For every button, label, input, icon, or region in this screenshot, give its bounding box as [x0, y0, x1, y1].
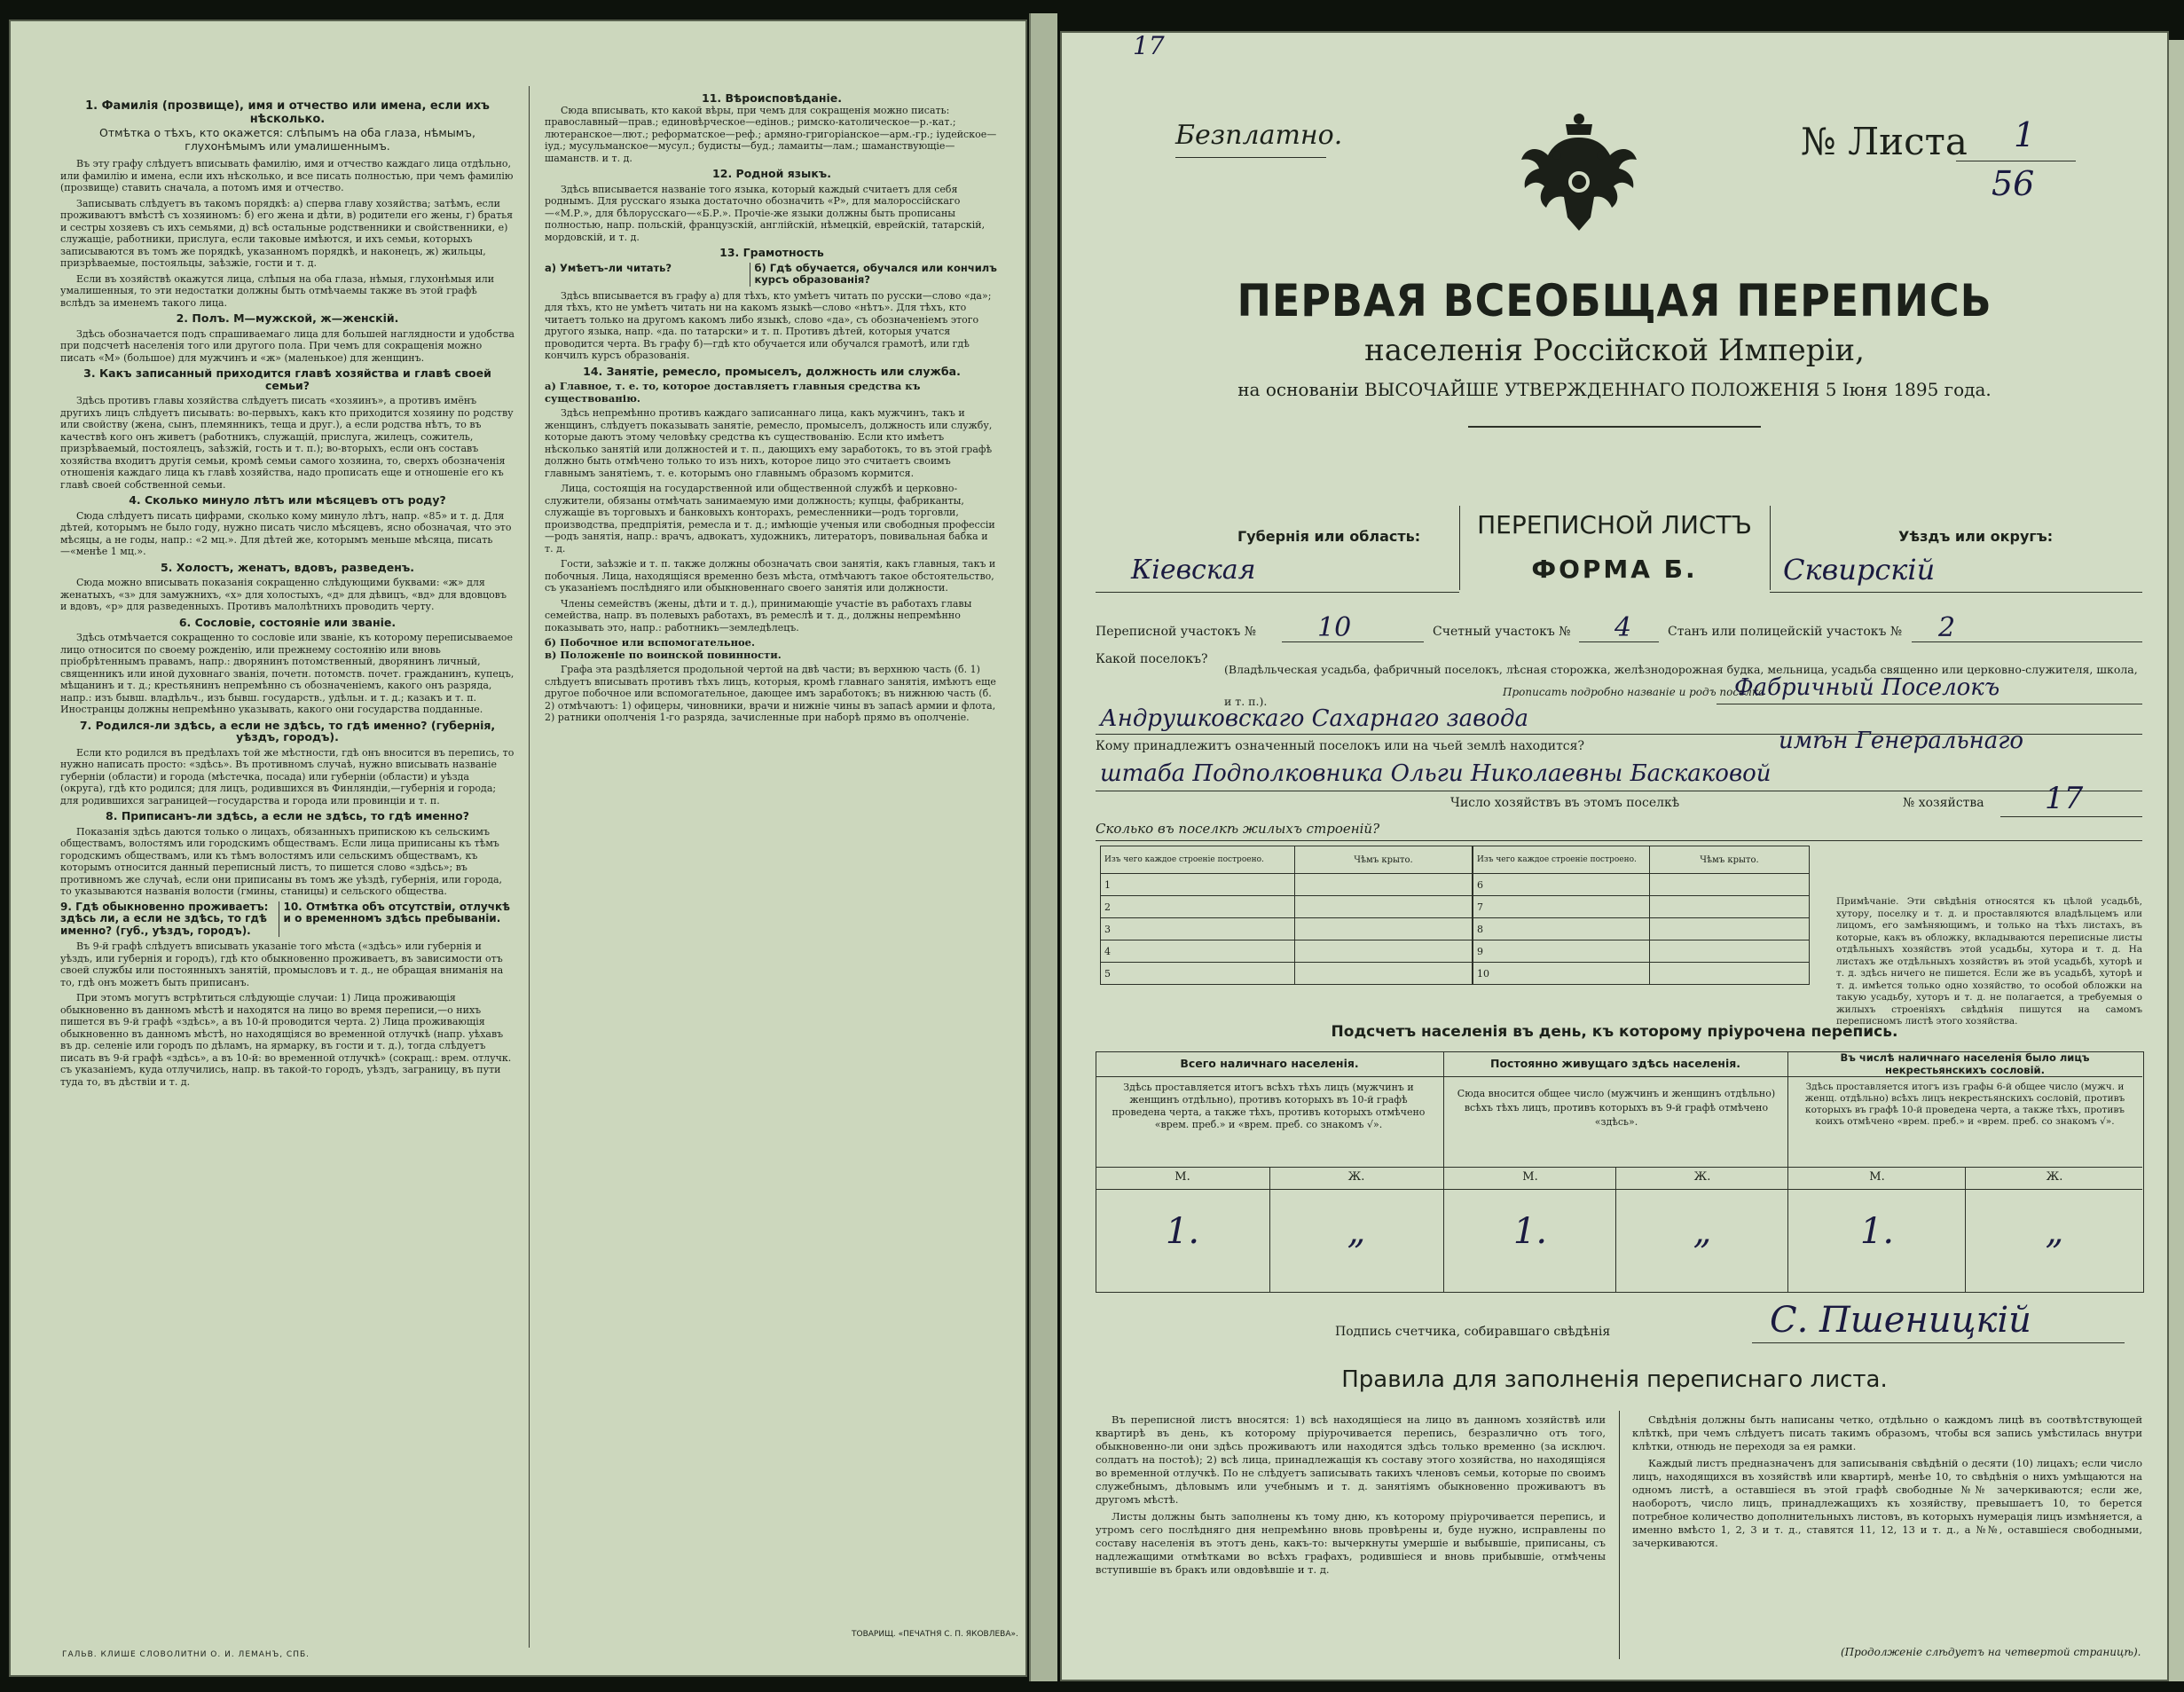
count-text-1: Здѣсь проставляется итогъ всѣхъ тѣхъ лицъ (мужчинъ и женщинъ отдѣльно), противъ которыхъ въ 10-й графѣ проведена черта, а также тѣхъ, противъ которыхъ отмѣчено «врем. преб.» и «врем. преб. со знакомъ √».: [1112, 1082, 1426, 1130]
underline: [1579, 641, 1659, 642]
household-number-value: 17: [2045, 781, 2084, 816]
section-heading: 3. Какъ записанный приходится главѣ хозяйства и главѣ своей семьи?: [83, 366, 491, 392]
male-header: М.: [1522, 1170, 1538, 1184]
paragraph: Если въ хозяйствѣ окажутся лица, слѣпыя на оба глаза, нѣмыя, глухонѣмыя или умалишенныя, то эти недостатки должны быть отмѣчаемы также въ этой графѣ вслѣдъ за именемъ такого лица.: [60, 272, 495, 309]
uchastok-value: 10: [1317, 612, 1352, 643]
list-title: ПЕРЕПИСНОЙ ЛИСТЪ: [1477, 510, 1752, 539]
underline: [1752, 1342, 2125, 1343]
count-text-3: Здѣсь проставляется итогъ изъ графы 6-й общее число (мужч. и женщ. отдѣльно) всѣхъ лицъ некрестьянскихъ сословій, противъ которыхъ въ графѣ 10-й проведена черта, а также тѣхъ, противъ коихъ отмѣчено «врем. преб.» и «врем. преб. со знакомъ √».: [1804, 1082, 2125, 1127]
paragraph: Въ 9-й графѣ слѣдуетъ вписывать указаніе того мѣста («здѣсь» или губернія и уѣздъ, или губернія и городъ), гдѣ кто обыкновенно проживаетъ, въ зависимости отъ своей службы или постоянныхъ занятій, промысловъ и т. д., не обращая вниманія на то, гдѣ онъ можетъ быть приписанъ.: [60, 940, 504, 988]
paragraph: При этомъ могутъ встрѣтиться слѣдующіе случаи: 1) Лица проживающія обыкновенно въ данномъ мѣстѣ и находятся на лицо во время переписи,—о нихъ пишется въ 9-й графѣ «здѣсь», а въ 10-й проводится черта. 2) Лица проживающія обыкновенно въ данномъ мѣстѣ, но находящіяся во временной отлучкѣ (напр. уѣхавъ въ др. селеніе или городъ по дѣламъ, на ярмарку, въ гости и т. д.), тогда слѣдуетъ писать въ 9-й графѣ «здѣсь», а въ 10-й: во временной отлучкѣ» (сокращ.: врем. отлучк. съ указаніемъ, куда отлучились, напр. въ такой-то городъ, уѣздъ, заграницу, въ пути туда то, въ дѣствіи и т. д.: [60, 992, 512, 1088]
section-heading: 8. Приписанъ-ли здѣсь, а если не здѣсь, то гдѣ именно?: [106, 809, 469, 822]
underline: [1282, 641, 1424, 642]
paragraph: Сюда можно вписывать показанія сокращенно слѣдующими буквами: «ж» для женатыхъ, «з» для замужнихъ, «х» для холостыхъ, «д» для дѣвицъ, «вд» для вдовцовъ и вдовъ, «р» для разведенныхъ. Противъ малолѣтнихъ проводить черту.: [60, 577, 507, 612]
paragraph: Листы должны быть заполнены къ тому дню, къ которому пріурочивается перепись, и утромъ сего послѣдняго дня непремѣнно вновь провѣрены и, буде нужно, исправлены по составу населенія въ этотъ день, какъ-то: вычеркнуты умершіе и выбывшіе, приписаны, съ надлежащими отмѣтками во всѣхъ графахъ, родившіеся и вновь прибывшіе, отмѣчены вступившіе въ бракъ или овдовѣвшіе и т. д.: [1096, 1510, 1606, 1576]
count-header-3: Въ числѣ наличнаго населенія было лицъ некрестьянскихъ сословій.: [1840, 1051, 2090, 1076]
paragraph: Здѣсь вписывается въ графу а) для тѣхъ, кто умѣетъ читать по русски—слово «да»; для тѣхъ, кто не умѣетъ читать ни на какомъ языкѣ—слово «нѣтъ». Для тѣхъ, кто читаетъ только на другомъ какомъ либо языкѣ, слово «да», съ обозначеніемъ этого другого языка, напр. «да. по татарски» и т. п. Противъ дѣтей, которыя учатся проводится черта. Въ графу б)—гдѣ кто обучается или обучался грамотѣ, или гдѣ кончилъ курсъ образованія.: [545, 289, 992, 361]
underline: [2000, 816, 2142, 817]
count-value-present-male: 1.: [1165, 1211, 1200, 1252]
section-subheading: б) Побочное или вспомогательное.: [545, 636, 755, 649]
owner-value-1: имѣн Генеральнаго: [1779, 728, 2024, 754]
column-header: Чѣмъ крыто.: [1650, 846, 1810, 874]
rules-column-1: [1096, 1413, 1606, 1580]
corner-mark: 17: [1133, 31, 1165, 60]
household-number-label: № хозяйства: [1903, 796, 1984, 810]
uezd-label: Уѣздъ или округъ:: [1898, 528, 2054, 545]
paragraph: Здѣсь непремѣнно противъ каждаго записаннаго лица, какъ мужчинъ, такъ и женщинъ, слѣдуетъ показывать занятіе, ремесло, промыселъ, должность или службу, которые даютъ этому человѣку средства къ существованію. Если кто имѣетъ нѣсколько занятій или должностей и т. п., дающихъ ему заработокъ, то въ этой графѣ должно быть отмѣчено только то изъ нихъ, которое лицо это считаетъ своимъ главнымъ занятіемъ, т. е. которымъ оно главнымъ образомъ кормится.: [545, 407, 993, 479]
count-value-resident-male: 1.: [1512, 1211, 1548, 1252]
paragraph: Если кто родился въ предѣлахъ той же мѣстности, гдѣ онъ вносится въ перепись, то нужно написать просто: «здѣсь». Въ противномъ случаѣ, нужно вписывать названіе губерніи (области) и города (мѣстечка, посада) или губерніи (области) и уѣзда (округа), гдѣ кто родился; для лицъ, родившихся въ Финляндіи,—губернія и города; для родившихся заграницей—государства и города или провинціи и т. п.: [60, 746, 515, 807]
section-heading: 14. Занятіе, ремесло, промыселъ, должность или служба.: [583, 364, 961, 378]
list-form: ФОРМА Б.: [1531, 555, 1698, 584]
paragraph: Графа эта раздѣляется продольной чертой на двѣ части; въ верхнюю часть (б. 1) слѣдуетъ вписывать противъ тѣхъ лицъ, которыя, кромѣ главнаго занятія, имѣютъ еще другое побочное или вспомогательное, дающее имъ заработокъ; въ нижнюю часть (б. 2) отмѣчаютъ: 1) офицеры, чиновники, врачи и нижніе чины въ запасѣ армии и флота, 2) ратники ополченія 1-го разряда, зачисленные при наборѣ прямо въ ополченіе.: [545, 664, 996, 723]
divider: [1468, 426, 1761, 428]
section-heading: 5. Холостъ, женатъ, вдовъ, разведенъ.: [160, 560, 415, 574]
poselok-value-1: Фабричный Поселокъ: [1734, 674, 2000, 701]
section-heading: 6. Сословіе, состояніе или званіе.: [178, 615, 397, 629]
male-header: М.: [1869, 1170, 1885, 1184]
paragraph: Гости, заѣзжіе и т. п. также должны обозначать свои занятія, какъ главныя, такъ и побочныя. Лица, находящіяся временно безъ мѣста, отмѣчаютъ такое обстоятельство, съ указаніемъ послѣдняго или обыкновеннаго своего занятія или должности.: [545, 558, 996, 594]
paragraph: Сюда вписывать, кто какой вѣры, при чемъ для сокращенія можно писать: православный—прав.; единовѣрческое—едінов.; римско-католическое—р.-кат.; лютеранское—лют.; реформатское—реф.; армяно-григоріанское—арм.-гр.; іудейское—іуд.; мусульманское—мусул.; будисты—буд.; ламаиты—лам.; шаманствующіе—шаманств. и т. д.: [545, 104, 997, 164]
households-label: Число хозяйствъ въ этомъ поселкѣ: [1450, 796, 1680, 810]
sheet-number-alt: 56: [1992, 164, 2035, 203]
table-row: 5: [1101, 963, 1295, 985]
table-row: 9: [1473, 940, 1650, 963]
paragraph: Лица, состоящія на государственной или общественной службѣ и церковно-служители, обязаны отмѣчать занимаемую ими должность; купцы, фабриканты, служащіе въ торговыхъ и банковыхъ конторахъ, ремесленники—родъ торговли, производства, предпріятія, ремесла и т. д.; имѣющіе ученыя или свободныя профессіи—родъ занятія, напр.: врачъ, адвокатъ, художникъ, литераторъ, повивальная бабка и т. д.: [545, 483, 995, 555]
count-value-noble-male: 1.: [1859, 1211, 1895, 1252]
left-page: [9, 20, 1027, 1677]
count-header-1: Всего наличнаго населенія.: [1180, 1057, 1359, 1070]
section-heading: 4. Сколько минуло лѣтъ или мѣсяцевъ отъ роду?: [129, 493, 446, 507]
section-heading: 9. Гдѣ обыкновенно проживаетъ: здѣсь ли, а если не здѣсь, то гдѣ именно? (губ., уѣздъ, городъ).: [60, 900, 269, 937]
rules-title: Правила для заполненія переписнаго листа.: [1341, 1366, 1888, 1393]
poselok-hint-2: Прописать подробно названіе и родъ поселка: [1499, 687, 1768, 699]
female-header: Ж.: [1693, 1170, 1711, 1184]
table-row: 2: [1101, 896, 1295, 918]
count-header-2: Постоянно живущаго здѣсь населенія.: [1489, 1057, 1741, 1070]
uchastok-label: Переписной участокъ №: [1096, 625, 1256, 639]
left-column-2: [545, 92, 999, 728]
owner-label: Кому принадлежитъ означенный поселокъ или на чьей землѣ находится?: [1096, 739, 1584, 753]
poselok-hint: (Владѣльческая усадьба, фабричный поселокъ, лѣсная сторожка, желѣзнодорожная будка, мельница, усадьба священно или церковно-служителя, школа, и т. п.).: [1224, 663, 2138, 708]
paragraph: Здѣсь отмѣчается сокращенно то сословіе или званіе, къ которому переписываемое лицо относится по своему рожденію, или прежнему состоянію или вновь пріобрѣтеннымъ правамъ, напр.: дворянинъ потомственный, дворянинъ личный, священникъ или иной духовнаго званія, почетн. потомств. почет. гражданинъ, купецъ, мѣщанинъ и т. д.; крестьянинъ непремѣнно съ обозначеніемъ, какого онъ разряда, напр.: изъ бывш. владѣльч., изъ бывш. государств., удѣльн. и т. д.; казакъ и т. п. Иностранцы должны непремѣнно указывать, какого они государства подданные.: [60, 632, 515, 715]
paragraph: Здѣсь вписывается названіе того языка, который каждый считаетъ для себя роднымъ. Для русскаго языка достаточно обозначить «Р», для малороссійскаго—«М.Р.», для бѣлорусскаго—«Б.Р.». Прочіе-же языки должны быть прописаны полностью, напр. польскій, французскій, англійскій, нѣмецкій, еврейскій, татарскій, мордовскій, и т. д.: [545, 183, 986, 243]
owner-value-2: штаба Подполковника Ольги Николаевны Баскаковой: [1100, 760, 1772, 787]
paragraph: Каждый листъ предназначенъ для записыванія свѣдѣній о десяти (10) лицахъ; если число лицъ, находящихся въ хозяйствѣ или квартирѣ, менѣе 10, то свѣдѣнія о нихъ умѣщаются на одномъ листѣ, а оставшіеся въ этой графѣ свободные №№ зачеркиваются; если же, наоборотъ, число лицъ, принадлежащихъ къ хозяйству, превышаетъ 10, то берется потребное количество дополнительныхъ листовъ, въ которыхъ нумерація лицъ измѣняется, а именно вмѣсто 1, 2, 3 и т. д., ставятся 11, 12, 13 и т. д., а №№, оставшіеся свободными, зачеркиваются.: [1632, 1457, 2142, 1549]
column-header: Изъ чего каждое строеніе построено.: [1473, 846, 1650, 874]
buildings-table: [1100, 846, 1810, 985]
census-subtitle: населенія Россійской Имперіи,: [1364, 333, 1865, 368]
underline: [1096, 840, 2142, 841]
table-row: 8: [1473, 918, 1650, 940]
underline: [1912, 641, 2142, 642]
section-heading: 13. Грамотность: [719, 246, 824, 259]
schet-uchastok-label: Счетный участокъ №: [1433, 625, 1571, 639]
printer-imprint: ТОВАРИЩ. «ПЕЧАТНЯ С. П. ЯКОВЛЕВА».: [852, 1630, 1018, 1639]
column-divider: [529, 86, 530, 1648]
column-header: Чѣмъ крыто.: [1295, 846, 1473, 874]
gubernia-value: Кіевская: [1131, 555, 1256, 586]
left-column-1: [60, 99, 515, 1091]
male-header: М.: [1174, 1170, 1190, 1184]
buildings-note: Примѣчаніе. Эти свѣдѣнія относятся къ цѣлой усадьбѣ, хутору, поселку и т. д. и проставляются владѣльцемъ или лицомъ, его замѣняющимъ, и только на тѣхъ листахъ, въ которые, какъ въ обложку, вкладываются переписные листы отдѣльныхъ хозяйствъ этой усадьбы, хутора и т. д. На листахъ же отдѣльныхъ хозяйствъ въ этой усадьбѣ, хуторѣ и т. д. здѣсь ничего не пишется. Если же въ усадьбѣ, хуторѣ и т. д. имѣется только одно хозяйство, то особой обложки на такую усадьбу, хуторъ и т. д. не полагается, а требуемыя о жилыхъ строеніяхъ свѣдѣнія пишутся на самомъ переписномъ листѣ этого хозяйства.: [1836, 896, 2142, 1027]
paragraph: Здѣсь обозначается подъ спрашиваемаго лица для большей наглядности и удобства при подсчетѣ населенія того или другого пола. При чемъ для сокращенія можно писать «М» (большое) для мужчинъ и «ж» (маленькое) для женщинъ.: [60, 327, 515, 364]
paragraph: Свѣдѣнія должны быть написаны четко, отдѣльно о каждомъ лицѣ въ соотвѣтствующей клѣткѣ, при чемъ слѣдуетъ писать такимъ образомъ, чтобы вся запись умѣстилась внутри клѣтки, отнюдь не переходя за ея рамки.: [1632, 1413, 2142, 1452]
census-title: ПЕРВАЯ ВСЕОБЩАЯ ПЕРЕПИСЬ: [1237, 275, 1992, 327]
underline: [1096, 592, 1459, 593]
section-heading: 2. Полъ. М—мужской, ж—женскій.: [176, 311, 399, 325]
buildings-table-right: [1473, 846, 1810, 985]
stan-value: 2: [1938, 612, 1956, 643]
paragraph: Въ эту графу слѣдуетъ вписывать фамилію, имя и отчество каждаго лица отдѣльно, или фамилію и имена, если ихъ нѣсколько, и все писать полностью, при чемъ фамилію (прозвище) ставить сначала, а потомъ имя и отчество.: [60, 158, 514, 193]
poselok-value-2: Андрушковскаго Сахарнаго завода: [1100, 705, 1528, 732]
free-label: Безплатно.: [1175, 120, 1343, 151]
section-subheading: б) Гдѣ обучается, обучался или кончилъ курсъ образованія?: [750, 263, 999, 287]
continued-note: (Продолженіе слѣдуетъ на четвертой страницѣ).: [1841, 1646, 2141, 1658]
sheet-number-value: 1: [2014, 115, 2036, 154]
double-headed-eagle-icon: [1512, 106, 1646, 240]
section-subheading: а) Главное, т. е. то, которое доставляетъ главныя средства къ существованію.: [545, 380, 921, 405]
table-row: 6: [1473, 874, 1650, 896]
section-heading: 7. Родился-ли здѣсь, а если не здѣсь, то гдѣ именно? (губернія, уѣздъ, городъ).: [79, 718, 496, 744]
signature-label: Подпись счетчика, собиравшаго свѣдѣнія: [1335, 1325, 1611, 1339]
female-header: Ж.: [1347, 1170, 1365, 1184]
count-value-resident-female: „: [1693, 1211, 1712, 1252]
buildings-label: Сколько въ поселкѣ жилыхъ строеній?: [1096, 821, 1380, 837]
uezd-value: Сквирскій: [1783, 553, 1936, 586]
sheet-number-label: № Листа: [1801, 120, 1968, 163]
paragraph: Члены семействъ (жены, дѣти и т. д.), принимающіе участіе въ работахъ главы семейства, напр. въ полевыхъ работахъ, въ ремеслѣ и т. д., должны непремѣнно показывать это, напр.: работникъ—земледѣлецъ.: [545, 597, 972, 634]
count-value-noble-female: „: [2045, 1211, 2064, 1252]
section-heading: 10. Отмѣтка объ отсутствіи, отлучкѣ и о временномъ здѣсь пребываніи.: [279, 901, 515, 938]
census-basis: на основаніи ВЫСОЧАЙШЕ УТВЕРЖДЕННАГО ПОЛОЖЕНІЯ 5 Іюня 1895 года.: [1237, 379, 1992, 400]
gubernia-label: Губернія или область:: [1237, 528, 1421, 545]
printer-imprint: ГАЛЬВ. КЛИШЕ СЛОВОЛИТНИ О. И. ЛЕМАНЪ, СПБ.: [62, 1650, 310, 1659]
column-header: Изъ чего каждое строеніе построено.: [1101, 846, 1295, 874]
female-header: Ж.: [2046, 1170, 2063, 1184]
section-subheading: Отмѣтка о тѣхъ, кто окажется: слѣпымъ на оба глаза, нѣмымъ, глухонѣмымъ или умалишеннымъ.: [99, 126, 475, 153]
section-heading: 11. Вѣроисповѣданіе.: [702, 91, 842, 105]
buildings-table-left: [1100, 846, 1473, 985]
count-title: Подсчетъ населенія въ день, къ которому пріурочена перепись.: [1331, 1023, 1898, 1041]
paragraph: Сюда слѣдуетъ писать цифрами, сколько кому минуло лѣтъ, напр. «85» и т. д. Для дѣтей, которымъ не было году, нужно писать число мѣсяцевъ, ясно обозначая, что это мѣсяцы, а не годы, напр.: «2 мц.». Для дѣтей же, которымъ меньше мѣсяца, писать—«менѣе 1 мц.».: [60, 509, 512, 557]
right-page: [1060, 31, 2169, 1681]
section-subheading: а) Умѣетъ-ли читать?: [545, 261, 672, 274]
paragraph: Здѣсь противъ главы хозяйства слѣдуетъ писать «хозяинъ», а противъ имёнъ другихъ лицъ слѣдуетъ писывать: во-первыхъ, какъ кто приходится хозяину по родству или свойству (жена, сынъ, племянникъ, теща и друг.), а если родства нѣтъ, то въ качествѣ кого онъ живетъ (работникъ, служащій, прислуга, жилецъ, сожитель, призрѣваемый, постоялецъ, заѣзжій, гость и т. п.); во-вторыхъ, если онъ составъ хозяйства входитъ другія семьи, кромѣ семьи самого хозяина, то, сверхъ обозначенія отношенія каждаго лица къ главѣ хозяйства, надо прописать еще и отношеніе его къ главѣ своей собственной семьи.: [60, 395, 514, 491]
rules-column-2: [1632, 1413, 2142, 1554]
poselok-label: Какой поселокъ?: [1096, 652, 1208, 666]
schet-uchastok-value: 4: [1614, 612, 1632, 643]
underline: [1770, 592, 2142, 593]
section-heading: 1. Фамилія (прозвище), имя и отчество или имена, если ихъ нѣсколько.: [85, 99, 490, 126]
paragraph: Записывать слѣдуетъ въ такомъ порядкѣ: а) сперва главу хозяйства; затѣмъ, если проживаютъ вмѣстѣ съ хозяиномъ: б) его жена и дѣти, в) родители его жены, г) братья и сестры хозяевъ съ ихъ семьями, д) всѣ остальные родственники и свойственники, е) служащіе, работники, прислуга, если таковые имѣются, и ихъ семьи, которыхъ записываются въ томъ же порядкѣ, указанномъ порядкѣ, и наконецъ, ж) жильцы, призрѣваемые, постояльцы, заѣзжіе, гости и т. д.: [60, 197, 514, 269]
signature-value: С. Пшеницкій: [1770, 1300, 2031, 1341]
table-row: 3: [1101, 918, 1295, 940]
table-row: 4: [1101, 940, 1295, 963]
count-text-2: Сюда вносится общее число (мужчинъ и женщинъ отдѣльно) всѣхъ тѣхъ лицъ, противъ которыхъ въ 9-й графѣ отмѣчено «здѣсь».: [1457, 1088, 1776, 1128]
section-subheading: в) Положеніе по воинской повинности.: [545, 648, 782, 661]
paragraph: Въ переписной листъ вносятся: 1) всѣ находящіеся на лицо въ данномъ хозяйствѣ или квартирѣ въ день, къ которому пріурочивается перепись, безразлично отъ того, обыкновенно-ли они здѣсь проживаютъ или находятся здѣсь только временно (за исключ. солдатъ на постоѣ); 2) всѣ лица, принадлежащія къ составу этого хозяйства, но находящіяся во временной отлучкѣ. По не слѣдуетъ записывать такихъ членовъ семьи, которые по своимъ служебнымъ, дѣловымъ или учебнымъ и т. д. занятіямъ обыкновенно проживаютъ въ другомъ мѣстѣ.: [1096, 1413, 1606, 1506]
table-row: 1: [1101, 874, 1295, 896]
count-value-present-female: „: [1347, 1211, 1366, 1252]
underline: [1175, 157, 1326, 158]
table-row: 7: [1473, 896, 1650, 918]
stan-label: Станъ или полицейскій участокъ №: [1668, 625, 1903, 639]
section-heading: 12. Родной языкъ.: [712, 167, 831, 180]
paragraph: Показанія здѣсь даются только о лицахъ, обязанныхъ припискою къ сельскимъ обществамъ, волостямъ или городскимъ обществамъ. Если лица приписаны къ тѣмъ городскимъ обществамъ, или къ тѣмъ волостямъ или сельскимъ обществамъ, къ которымъ относится данный переписный листъ, то пишется слово «здѣсь»; въ противномъ же случаѣ, если они приписаны въ томъ же уѣздѣ, губернія, или города, то указываются названія волости (гмины, станицы) и сельского общества.: [60, 825, 503, 897]
table-row: 10: [1473, 963, 1650, 985]
